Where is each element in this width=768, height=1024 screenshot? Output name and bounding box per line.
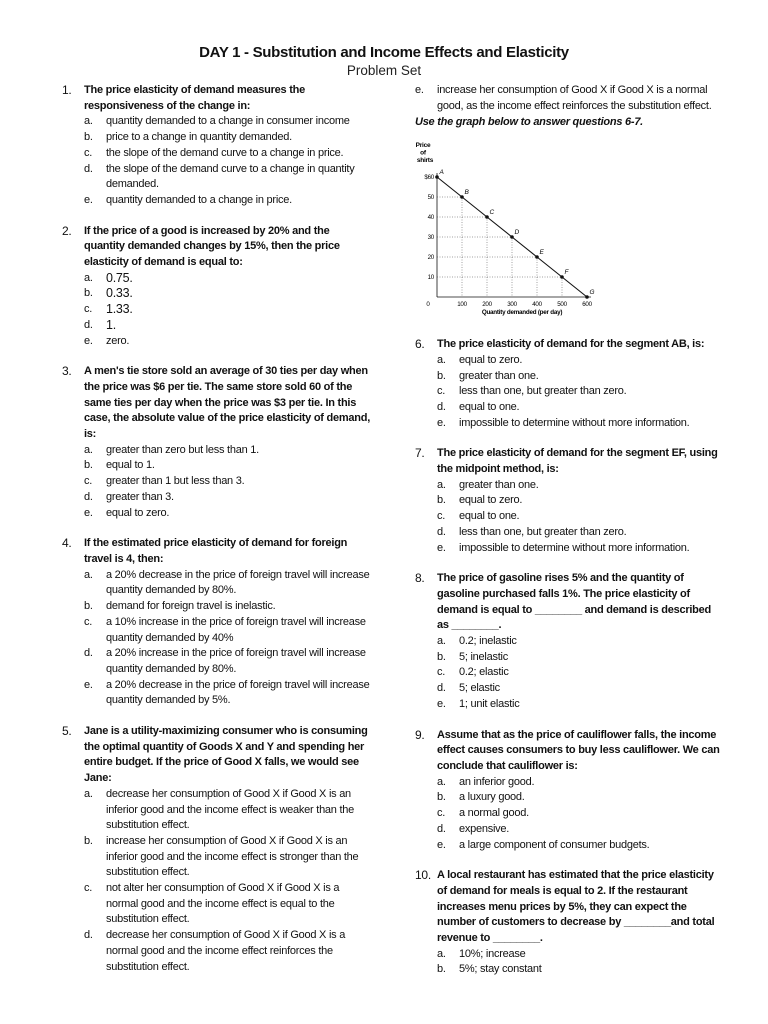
point-label-g: G [589, 289, 595, 297]
question-number: 8. [415, 571, 425, 586]
question-5-continued [393, 83, 725, 114]
option-text: 5; elastic [459, 682, 500, 695]
y-axis-label: Price of shirts [415, 142, 434, 165]
answer-option [84, 834, 372, 881]
question-number: 6. [415, 337, 425, 352]
question-number: 2. [62, 223, 72, 238]
option-text: a luxury good. [459, 791, 525, 804]
option-letter: b. [437, 791, 446, 804]
option-letter: e. [84, 678, 93, 691]
option-letter: a. [84, 115, 93, 128]
answer-option [84, 458, 372, 474]
question-text: Jane is a utility-maximizing consumer who is consuming the optimal quantity of Goods X and Y and spending her entire budget. If the price of Good X falls, we would see Jane: [84, 725, 368, 785]
question-stem [415, 571, 725, 634]
option-text: 0.33. [106, 286, 133, 301]
option-text: zero. [106, 334, 130, 347]
answer-option [84, 302, 372, 318]
option-text: not alter her consumption of Good X if Good X is a normal good and the income effect is equal to the substitution effect. [106, 882, 340, 926]
question-stem [62, 536, 372, 567]
question-6 [415, 337, 725, 431]
option-letter: e. [437, 416, 446, 429]
answer-option [437, 775, 725, 791]
option-letter: e. [437, 697, 446, 710]
option-text: an inferior good. [459, 775, 535, 788]
option-letter: e. [415, 84, 424, 96]
option-letter: c. [84, 475, 93, 488]
answer-option [437, 838, 725, 854]
answer-option [437, 353, 725, 369]
y-tick-label: 20 [427, 254, 434, 262]
option-text: greater than 1 but less than 3. [106, 475, 245, 488]
answer-option [84, 568, 372, 599]
option-letter: a. [84, 568, 93, 581]
question-stem [415, 728, 725, 775]
data-point-a [435, 175, 439, 179]
option-letter: c. [84, 303, 93, 316]
answer-option [437, 384, 725, 400]
answer-option [84, 271, 372, 287]
question-stem [62, 724, 372, 787]
x-tick-label: 100 [457, 301, 467, 309]
question-5 [62, 724, 372, 975]
x-tick-label: 300 [507, 301, 517, 309]
option-text: a 20% decrease in the price of foreign travel will increase quantity demanded by 5%. [106, 678, 370, 707]
question-stem [415, 337, 725, 353]
answer-option [437, 790, 725, 806]
question-text: Assume that as the price of cauliflower falls, the income effect causes consumers to buy less cauliflower. We can conclude that cauliflower is: [437, 728, 720, 772]
y-tick-label: $60 [424, 174, 434, 182]
x-tick-label: 500 [557, 301, 567, 309]
answer-option [84, 130, 372, 146]
answer-option [437, 681, 725, 697]
option-text: a large component of consumer budgets. [459, 838, 650, 851]
option-text: 0.2; inelastic [459, 635, 517, 648]
option-letter: b. [84, 131, 93, 144]
data-point-b [460, 195, 464, 199]
right-column [415, 83, 725, 993]
option-letter: a. [437, 947, 446, 960]
answer-option [84, 286, 372, 302]
option-letter: b. [84, 459, 93, 472]
option-text: 5; inelastic [459, 650, 508, 663]
x-tick-label: 200 [482, 301, 492, 309]
answer-option [84, 928, 372, 975]
option-text: equal to zero. [106, 506, 170, 519]
point-label-e: E [539, 249, 544, 257]
option-text: a 10% increase in the price of foreign travel will increase quantity demanded by 40% [106, 615, 366, 644]
question-stem [415, 868, 725, 947]
option-text: the slope of the demand curve to a change in price. [106, 146, 344, 159]
option-text: impossible to determine without more information. [459, 416, 690, 429]
question-10 [415, 868, 725, 978]
option-text: decrease her consumption of Good X if Good X is a normal good and the income effect reinforces the substitution effect. [106, 929, 346, 973]
x-axis-label: Quantity demanded (per day) [481, 309, 563, 317]
x-tick-label: 600 [582, 301, 592, 309]
option-text: demand for foreign travel is inelastic. [106, 600, 276, 613]
option-text: increase her consumption of Good X if Good X is an inferior good and the income effect is stronger than the substitution effect. [106, 834, 359, 879]
question-number: 1. [62, 83, 72, 97]
option-text: a 20% increase in the price of foreign travel will increase quantity demanded by 80%. [106, 647, 366, 675]
answer-option [415, 83, 725, 114]
answer-option [84, 146, 372, 162]
point-label-f: F [564, 269, 569, 277]
option-text: equal to 1. [106, 459, 155, 472]
option-letter: c. [437, 510, 446, 523]
data-point-g [585, 295, 589, 299]
question-stem [62, 83, 372, 114]
option-text: greater than 3. [106, 490, 174, 503]
option-letter: b. [437, 963, 446, 976]
data-point-d [510, 235, 514, 239]
y-tick-label: 30 [427, 234, 434, 242]
question-number: 5. [62, 724, 72, 739]
option-letter: c. [84, 882, 93, 895]
answer-option [437, 806, 725, 822]
option-letter: d. [437, 822, 446, 835]
y-tick-label: 10 [427, 274, 434, 282]
option-letter: a. [84, 787, 93, 800]
answer-option [437, 478, 725, 494]
option-text: a normal good. [459, 807, 529, 820]
question-text: The price elasticity of demand measures the responsiveness of the change in: [84, 84, 305, 112]
question-stem [62, 364, 372, 443]
option-letter: d. [84, 490, 93, 503]
data-point-f [560, 275, 564, 279]
option-letter: d. [84, 647, 93, 660]
data-point-e [535, 255, 539, 259]
option-text: 0.75. [106, 270, 133, 285]
option-letter: e. [84, 334, 93, 347]
option-text: equal to zero. [459, 494, 523, 507]
question-text: If the price of a good is increased by 20% and the quantity demanded changes by 15%, then the price elasticity of demand is equal to: [84, 224, 340, 269]
question-text: A local restaurant has estimated that the price elasticity of demand for meals is equal to 2. If the restaurant increases menu prices by 5%, they can expect the number of customers to decrease by ________and total revenue to ________. [437, 869, 715, 945]
option-letter: d. [437, 682, 446, 695]
option-letter: a. [84, 443, 93, 456]
answer-option [84, 162, 372, 193]
question-3 [62, 364, 372, 521]
option-text: 5%; stay constant [459, 963, 542, 976]
question-number: 7. [415, 446, 425, 461]
option-text: decrease her consumption of Good X if Good X is an inferior good and the income effect is weaker than the substitution effect. [106, 787, 355, 832]
option-text: 0.2; elastic [459, 666, 509, 679]
answer-option [437, 416, 725, 432]
option-text: less than one, but greater than zero. [459, 525, 627, 538]
answer-option [437, 822, 725, 838]
option-letter: c. [437, 807, 446, 820]
answer-option [84, 334, 372, 350]
answer-option [437, 525, 725, 541]
answer-option [84, 615, 372, 646]
question-9 [415, 728, 725, 854]
page-subtitle: Problem Set [346, 63, 422, 78]
question-number: 10. [415, 868, 431, 883]
option-letter: c. [437, 666, 446, 679]
option-letter: d. [84, 929, 93, 942]
option-text: greater than one. [459, 369, 539, 382]
option-text: impossible to determine without more information. [459, 541, 690, 554]
option-letter: d. [84, 162, 93, 175]
answer-option [437, 665, 725, 681]
option-text: increase her consumption of Good X if Good X is a normal good, as the income effect reinforces the substitution effect. [437, 84, 712, 112]
y-tick-label: 40 [427, 214, 434, 222]
question-number: 4. [62, 536, 72, 551]
answer-option [84, 506, 372, 522]
demand-curve-chart [411, 137, 611, 327]
option-letter: b. [84, 287, 93, 300]
question-text: If the estimated price elasticity of demand for foreign travel is 4, then: [84, 537, 348, 565]
answer-option [437, 493, 725, 509]
option-letter: a. [84, 271, 93, 284]
option-text: quantity demanded to a change in price. [106, 193, 292, 206]
question-text: A men's tie store sold an average of 30 ties per day when the price was $6 per tie. The same store sold 60 of the same ties per day when the price was $3 per tie. In this case, the absolute value of the price elasticity of demand, is: [84, 365, 371, 441]
point-label-a: A [439, 169, 444, 177]
question-text: The price of gasoline rises 5% and the quantity of gasoline purchased falls 1%. The price elasticity of demand is equal to ________ and demand is described as ________. [437, 572, 711, 632]
option-letter: c. [84, 146, 93, 159]
option-letter: c. [84, 615, 93, 628]
answer-option [84, 881, 372, 928]
question-2 [62, 224, 372, 350]
answer-option [84, 678, 372, 709]
answer-option [84, 443, 372, 459]
option-letter: a. [437, 478, 446, 491]
graph-instructions: Use the graph below to answer questions 6-7. [415, 116, 643, 129]
option-text: equal to zero. [459, 353, 523, 366]
option-letter: d. [437, 400, 446, 413]
question-number: 9. [415, 727, 425, 742]
option-letter: b. [84, 834, 93, 847]
y-tick-label: 50 [427, 194, 434, 202]
option-text: 10%; increase [459, 947, 526, 960]
answer-option [437, 697, 725, 713]
option-text: a 20% decrease in the price of foreign travel will increase quantity demanded by 80%. [106, 568, 370, 597]
question-stem [415, 446, 725, 477]
question-text: The price elasticity of demand for the segment EF, using the midpoint method, is: [437, 447, 718, 476]
point-label-b: B [464, 189, 469, 197]
option-letter: e. [84, 193, 93, 206]
option-letter: d. [84, 318, 93, 331]
question-stem [62, 224, 372, 271]
page-title: DAY 1 - Substitution and Income Effects and Elasticity [199, 44, 569, 61]
answer-option [84, 646, 372, 677]
option-letter: b. [84, 600, 93, 613]
x-tick-label: 400 [532, 301, 542, 309]
option-letter: b. [437, 369, 446, 382]
answer-option [437, 947, 725, 963]
left-column [62, 83, 372, 990]
data-point-c [485, 215, 489, 219]
answer-option [437, 634, 725, 650]
x-tick-label: 0 [426, 301, 430, 309]
answer-option [84, 318, 372, 334]
answer-option [437, 650, 725, 666]
option-letter: a. [437, 775, 446, 788]
option-text: 1.33. [106, 302, 133, 317]
question-text: The price elasticity of demand for the segment AB, is: [437, 338, 705, 351]
question-number: 3. [62, 364, 72, 379]
question-4 [62, 536, 372, 709]
option-text: 1; unit elastic [459, 697, 520, 710]
point-label-c: C [489, 209, 494, 217]
answer-option [437, 400, 725, 416]
answer-option [84, 490, 372, 506]
option-text: expensive. [459, 822, 510, 835]
option-text: less than one, but greater than zero. [459, 385, 627, 398]
option-text: quantity demanded to a change in consumer income [106, 115, 350, 128]
question-1 [62, 83, 372, 209]
answer-option [437, 962, 725, 978]
point-label-d: D [514, 229, 519, 237]
answer-option [437, 369, 725, 385]
question-8 [415, 571, 725, 712]
answer-option [437, 541, 725, 557]
answer-option [84, 474, 372, 490]
option-letter: b. [437, 650, 446, 663]
option-letter: d. [437, 525, 446, 538]
option-text: 1. [106, 317, 116, 332]
option-text: greater than zero but less than 1. [106, 443, 259, 456]
option-text: greater than one. [459, 478, 539, 491]
option-letter: a. [437, 635, 446, 648]
answer-option [84, 193, 372, 209]
option-text: equal to one. [459, 510, 520, 523]
answer-option [84, 599, 372, 615]
answer-option [84, 787, 372, 834]
option-text: price to a change in quantity demanded. [106, 131, 292, 144]
option-text: the slope of the demand curve to a change in quantity demanded. [106, 162, 355, 191]
answer-option [84, 114, 372, 130]
option-letter: e. [437, 838, 446, 851]
option-letter: e. [84, 506, 93, 519]
option-text: equal to one. [459, 400, 520, 413]
answer-option [437, 509, 725, 525]
option-letter: e. [437, 541, 446, 554]
option-letter: a. [437, 353, 446, 366]
option-letter: c. [437, 385, 446, 398]
question-7 [415, 446, 725, 556]
option-letter: b. [437, 494, 446, 507]
